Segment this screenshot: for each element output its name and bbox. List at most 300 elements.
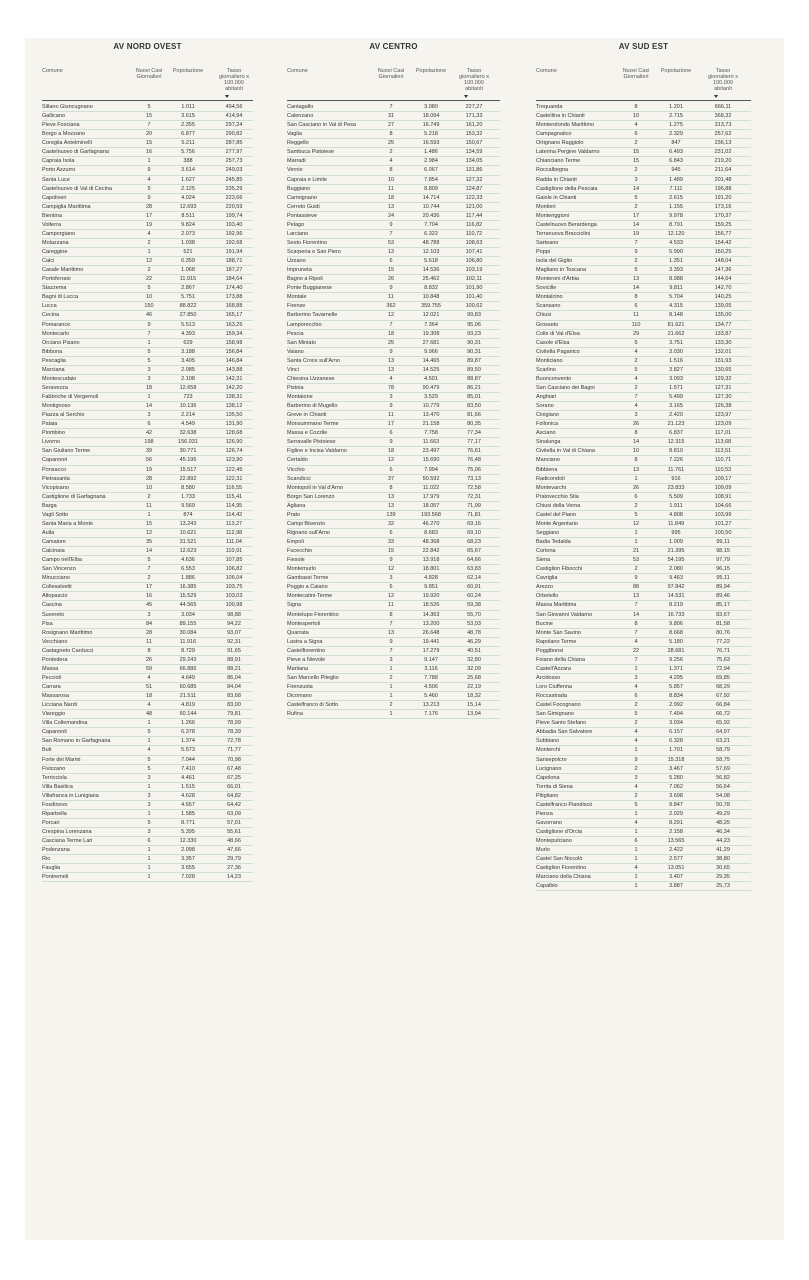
table-row[interactable] [536, 239, 751, 248]
table-row[interactable] [536, 638, 751, 647]
table-row[interactable] [42, 438, 253, 447]
cell-tasso: 134,05 [465, 158, 483, 165]
cell-nuovi-casi: 31 [387, 113, 395, 120]
table-body [536, 103, 751, 891]
table-row[interactable] [42, 629, 253, 638]
table-row[interactable] [287, 547, 500, 556]
table-row[interactable] [536, 157, 751, 166]
table-row[interactable] [536, 783, 751, 792]
table-row[interactable] [536, 601, 751, 610]
table-row[interactable] [536, 402, 751, 411]
table-row[interactable] [42, 520, 253, 529]
header-divider [287, 100, 500, 101]
table-row[interactable] [536, 737, 751, 746]
table-row[interactable] [287, 130, 500, 139]
table-row[interactable] [42, 611, 253, 620]
table-row[interactable] [42, 484, 253, 493]
cell-nuovi-casi: 1 [147, 783, 151, 790]
table-row[interactable] [536, 148, 751, 157]
table-row[interactable] [287, 692, 500, 701]
cell-tasso: 106,80 [465, 258, 483, 265]
table-row[interactable] [42, 873, 253, 882]
cell-nuovi-casi: 9 [389, 638, 393, 645]
table-row[interactable] [536, 475, 751, 484]
cell-comune: Dicomano [287, 693, 312, 700]
table-row[interactable] [536, 121, 751, 130]
table-row[interactable] [287, 629, 500, 638]
table-row[interactable] [287, 284, 500, 293]
header-tasso[interactable]: Tasso giornaliero x 100.000 abitanti [219, 68, 249, 92]
table-row[interactable] [287, 293, 500, 302]
table-row[interactable] [536, 529, 751, 538]
table-row[interactable] [536, 565, 751, 574]
table-row[interactable] [536, 647, 751, 656]
table-row[interactable] [536, 774, 751, 783]
table-row[interactable] [536, 366, 751, 375]
table-row[interactable] [536, 719, 751, 728]
cell-tasso: 158,98 [225, 339, 243, 346]
table-row[interactable] [536, 810, 751, 819]
table-row[interactable] [536, 321, 751, 330]
table-row[interactable] [536, 248, 751, 257]
table-row[interactable] [42, 792, 253, 801]
table-row[interactable] [287, 384, 500, 393]
table-row[interactable] [536, 185, 751, 194]
table-row[interactable] [42, 330, 253, 339]
table-body [42, 103, 253, 882]
table-row[interactable] [287, 601, 500, 610]
table-row[interactable] [536, 330, 751, 339]
table-row[interactable] [42, 130, 253, 139]
table-row[interactable] [42, 420, 253, 429]
table-row[interactable] [42, 266, 253, 275]
header-popolazione[interactable]: Popolazione [172, 68, 204, 74]
table-row[interactable] [42, 284, 253, 293]
header-tasso[interactable]: Tasso giornaliero x 100.000 abitanti [459, 68, 489, 92]
header-nuovi-casi[interactable]: Nuovi Casi Giornalieri [135, 68, 163, 80]
table-row[interactable] [287, 157, 500, 166]
header-nuovi-casi[interactable]: Nuovi Casi Giornalieri [377, 68, 405, 80]
table-row[interactable] [42, 746, 253, 755]
table-row[interactable] [287, 230, 500, 239]
cell-nuovi-casi: 6 [147, 838, 151, 845]
table-row[interactable] [536, 466, 751, 475]
table-row[interactable] [42, 375, 253, 384]
table-row[interactable] [42, 103, 253, 112]
table-row[interactable] [536, 375, 751, 384]
table-row[interactable] [42, 157, 253, 166]
table-row[interactable] [42, 447, 253, 456]
cell-nuovi-casi: 2 [634, 167, 638, 174]
table-row[interactable] [42, 321, 253, 330]
table-row[interactable] [287, 366, 500, 375]
cell-tasso: 235,29 [225, 185, 243, 192]
cell-popolazione: 1.585 [181, 810, 195, 817]
cell-popolazione: 46.270 [422, 520, 440, 527]
table-row[interactable] [287, 275, 500, 284]
table-row[interactable] [287, 583, 500, 592]
table-row[interactable] [287, 203, 500, 212]
table-row[interactable] [287, 710, 500, 719]
table-row[interactable] [42, 756, 253, 765]
header-popolazione[interactable]: Popolazione [415, 68, 447, 74]
table-row[interactable] [287, 475, 500, 484]
table-row[interactable] [42, 148, 253, 157]
table-row[interactable] [287, 529, 500, 538]
table-row[interactable] [42, 647, 253, 656]
table-row[interactable] [287, 402, 500, 411]
table-row[interactable] [287, 438, 500, 447]
cell-popolazione: 14.465 [422, 357, 440, 364]
cell-popolazione: 6.493 [669, 149, 683, 156]
cell-comune: Villafranca in Lunigiana [42, 792, 99, 799]
table-row[interactable] [536, 484, 751, 493]
table-row[interactable] [287, 493, 500, 502]
cell-popolazione: 14.525 [422, 366, 440, 373]
table-row[interactable] [287, 502, 500, 511]
table-row[interactable] [536, 339, 751, 348]
cell-popolazione: 847 [671, 140, 681, 147]
header-comune[interactable]: Comune [536, 68, 557, 74]
table-row[interactable] [42, 810, 253, 819]
table-row[interactable] [42, 393, 253, 402]
table-row[interactable] [536, 728, 751, 737]
table-row[interactable] [287, 620, 500, 629]
table-row[interactable] [536, 611, 751, 620]
table-row[interactable] [287, 148, 500, 157]
table-row[interactable] [42, 339, 253, 348]
table-row[interactable] [42, 293, 253, 302]
table-row[interactable] [42, 774, 253, 783]
table-row[interactable] [536, 692, 751, 701]
table-row[interactable] [536, 293, 751, 302]
table-row[interactable] [287, 674, 500, 683]
cell-comune: Porto Azzurro [42, 167, 76, 174]
table-row[interactable] [536, 429, 751, 438]
table-row[interactable] [42, 565, 253, 574]
table-row[interactable] [42, 311, 253, 320]
table-row[interactable] [42, 366, 253, 375]
cell-popolazione: 16.385 [179, 584, 197, 591]
table-row[interactable] [42, 556, 253, 565]
table-row[interactable] [536, 311, 751, 320]
table-row[interactable] [287, 393, 500, 402]
table-row[interactable] [287, 683, 500, 692]
header-popolazione[interactable]: Popolazione [660, 68, 692, 74]
table-row[interactable] [42, 837, 253, 846]
table-row[interactable] [287, 638, 500, 647]
cell-tasso: 103,99 [714, 511, 732, 518]
table-row[interactable] [287, 701, 500, 710]
table-row[interactable] [536, 230, 751, 239]
table-row[interactable] [287, 565, 500, 574]
table-row[interactable] [536, 882, 751, 891]
table-row[interactable] [42, 357, 253, 366]
table-row[interactable] [42, 783, 253, 792]
table-row[interactable] [287, 592, 500, 601]
table-row[interactable] [287, 447, 500, 456]
table-row[interactable] [536, 837, 751, 846]
cell-comune: Gambassi Terme [287, 575, 329, 582]
table-row[interactable] [42, 620, 253, 629]
table-row[interactable] [287, 248, 500, 257]
table-row[interactable] [42, 493, 253, 502]
table-row[interactable] [42, 665, 253, 674]
table-row[interactable] [42, 348, 253, 357]
table-row[interactable] [287, 357, 500, 366]
table-row[interactable] [287, 112, 500, 121]
table-row[interactable] [42, 601, 253, 610]
table-row[interactable] [287, 266, 500, 275]
table-row[interactable] [287, 194, 500, 203]
table-row[interactable] [287, 611, 500, 620]
sort-desc-icon[interactable] [464, 95, 468, 98]
table-row[interactable] [536, 701, 751, 710]
table-row[interactable] [42, 819, 253, 828]
table-row[interactable] [536, 855, 751, 864]
table-row[interactable] [536, 203, 751, 212]
table-row[interactable] [536, 384, 751, 393]
table-row[interactable] [536, 873, 751, 882]
cell-tasso: 98,15 [716, 548, 730, 555]
cell-comune: Murlo [536, 847, 550, 854]
table-row[interactable] [42, 583, 253, 592]
table-row[interactable] [42, 176, 253, 185]
header-nuovi-casi[interactable]: Nuovi Casi Giornalieri [622, 68, 650, 80]
table-row[interactable] [287, 456, 500, 465]
table-row[interactable] [536, 357, 751, 366]
table-row[interactable] [287, 647, 500, 656]
header-tasso[interactable]: Tasso giornaliero x 100.000 abitanti [708, 68, 738, 92]
table-row[interactable] [287, 339, 500, 348]
table-row[interactable] [42, 538, 253, 547]
table-row[interactable] [536, 846, 751, 855]
table-row[interactable] [536, 194, 751, 203]
table-row[interactable] [42, 765, 253, 774]
table-row[interactable] [536, 674, 751, 683]
cell-tasso: 72,58 [467, 484, 481, 491]
table-row[interactable] [42, 692, 253, 701]
table-row[interactable] [536, 447, 751, 456]
table-row[interactable] [42, 592, 253, 601]
table-row[interactable] [287, 239, 500, 248]
table-row[interactable] [287, 520, 500, 529]
table-row[interactable] [287, 466, 500, 475]
table-row[interactable] [42, 139, 253, 148]
cell-nuovi-casi: 13 [387, 203, 395, 210]
table-row[interactable] [536, 547, 751, 556]
table-row[interactable] [536, 828, 751, 837]
table-row[interactable] [42, 864, 253, 873]
cell-comune: Loro Ciuffenna [536, 684, 572, 690]
cell-comune: Siena [536, 557, 551, 564]
table-row[interactable] [42, 719, 253, 728]
table-row[interactable] [287, 221, 500, 230]
table-row[interactable] [536, 538, 751, 547]
table-row[interactable] [42, 257, 253, 266]
table-row[interactable] [42, 185, 253, 194]
cell-nuovi-casi: 20 [145, 131, 153, 138]
table-row[interactable] [536, 456, 751, 465]
table-row[interactable] [536, 266, 751, 275]
table-row[interactable] [42, 511, 253, 520]
table-row[interactable] [536, 166, 751, 175]
table-row[interactable] [42, 194, 253, 203]
table-row[interactable] [42, 429, 253, 438]
table-row[interactable] [536, 801, 751, 810]
cell-comune: Subbiano [536, 738, 560, 745]
table-row[interactable] [536, 756, 751, 765]
table-row[interactable] [536, 710, 751, 719]
table-row[interactable] [536, 284, 751, 293]
table-row[interactable] [42, 855, 253, 864]
table-row[interactable] [42, 411, 253, 420]
cell-comune: Pienza [536, 810, 553, 817]
cell-popolazione: 3.615 [181, 113, 195, 120]
table-row[interactable] [42, 248, 253, 257]
table-row[interactable] [287, 511, 500, 520]
sort-desc-icon[interactable] [714, 95, 718, 98]
table-row[interactable] [536, 520, 751, 529]
table-row[interactable] [536, 438, 751, 447]
table-row[interactable] [42, 221, 253, 230]
cell-popolazione: 193.568 [421, 511, 441, 518]
table-row[interactable] [42, 203, 253, 212]
cell-nuovi-casi: 2 [147, 493, 151, 500]
table-row[interactable] [287, 484, 500, 493]
table-row[interactable] [536, 221, 751, 230]
cell-popolazione: 2.422 [669, 847, 683, 854]
table-row[interactable] [287, 656, 500, 665]
table-row[interactable] [42, 683, 253, 692]
table-row[interactable] [42, 502, 253, 511]
table-row[interactable] [42, 701, 253, 710]
table-row[interactable] [287, 176, 500, 185]
table-row[interactable] [536, 683, 751, 692]
table-row[interactable] [287, 103, 500, 112]
table-row[interactable] [287, 139, 500, 148]
table-row[interactable] [536, 393, 751, 402]
table-row[interactable] [536, 275, 751, 284]
cell-tasso: 99,11 [716, 539, 730, 545]
table-row[interactable] [536, 792, 751, 801]
table-row[interactable] [42, 166, 253, 175]
table-row[interactable] [536, 348, 751, 357]
table-row[interactable] [536, 556, 751, 565]
table-row[interactable] [287, 330, 500, 339]
table-row[interactable] [42, 456, 253, 465]
table-row[interactable] [287, 185, 500, 194]
cell-nuovi-casi: 7 [389, 104, 393, 110]
table-row[interactable] [287, 665, 500, 674]
table-row[interactable] [42, 801, 253, 810]
table-row[interactable] [42, 121, 253, 130]
table-row[interactable] [287, 166, 500, 175]
table-row[interactable] [42, 275, 253, 284]
table-row[interactable] [42, 737, 253, 746]
table-row[interactable] [287, 212, 500, 221]
table-row[interactable] [42, 466, 253, 475]
table-row[interactable] [42, 846, 253, 855]
table-row[interactable] [536, 592, 751, 601]
table-row[interactable] [287, 411, 500, 420]
cell-comune: Monte Argentario [536, 520, 578, 527]
table-row[interactable] [536, 819, 751, 828]
table-row[interactable] [42, 384, 253, 393]
table-row[interactable] [287, 556, 500, 565]
table-row[interactable] [536, 420, 751, 429]
table-row[interactable] [42, 112, 253, 121]
table-row[interactable] [287, 429, 500, 438]
table-row[interactable] [42, 656, 253, 665]
table-row[interactable] [287, 302, 500, 311]
table-row[interactable] [287, 420, 500, 429]
table-row[interactable] [536, 176, 751, 185]
table-row[interactable] [536, 656, 751, 665]
cell-popolazione: 4.628 [181, 792, 195, 799]
table-row[interactable] [536, 765, 751, 774]
header-comune[interactable]: Comune [287, 68, 308, 74]
table-row[interactable] [42, 638, 253, 647]
table-row[interactable] [536, 864, 751, 873]
table-row[interactable] [42, 574, 253, 583]
table-row[interactable] [42, 710, 253, 719]
table-row[interactable] [287, 375, 500, 384]
table-row[interactable] [42, 402, 253, 411]
table-row[interactable] [536, 620, 751, 629]
table-row[interactable] [287, 121, 500, 130]
table-row[interactable] [536, 411, 751, 420]
sort-desc-icon[interactable] [225, 95, 229, 98]
table-row[interactable] [42, 230, 253, 239]
table-row[interactable] [536, 103, 751, 112]
table-row[interactable] [42, 674, 253, 683]
table-row[interactable] [42, 212, 253, 221]
table-row[interactable] [42, 728, 253, 737]
table-row[interactable] [536, 511, 751, 520]
table-row[interactable] [42, 828, 253, 837]
table-row[interactable] [536, 746, 751, 755]
table-row[interactable] [536, 302, 751, 311]
table-row[interactable] [536, 583, 751, 592]
table-row[interactable] [536, 502, 751, 511]
table-row[interactable] [536, 112, 751, 121]
table-row[interactable] [42, 529, 253, 538]
table-row[interactable] [536, 212, 751, 221]
table-row[interactable] [536, 629, 751, 638]
cell-tasso: 174,40 [225, 285, 243, 292]
table-row[interactable] [42, 302, 253, 311]
header-comune[interactable]: Comune [42, 68, 63, 74]
table-row[interactable] [287, 311, 500, 320]
table-row[interactable] [287, 348, 500, 357]
table-row[interactable] [536, 139, 751, 148]
table-row[interactable] [287, 574, 500, 583]
table-row[interactable] [536, 493, 751, 502]
table-row[interactable] [536, 574, 751, 583]
table-row[interactable] [287, 257, 500, 266]
table-row[interactable] [42, 475, 253, 484]
table-row[interactable] [536, 665, 751, 674]
table-row[interactable] [536, 130, 751, 139]
cell-nuovi-casi: 1 [634, 810, 638, 817]
table-row[interactable] [42, 547, 253, 556]
table-row[interactable] [536, 257, 751, 266]
table-row[interactable] [42, 239, 253, 248]
cell-comune: Buonconvento [536, 375, 572, 382]
table-row[interactable] [287, 538, 500, 547]
table-row[interactable] [287, 321, 500, 330]
